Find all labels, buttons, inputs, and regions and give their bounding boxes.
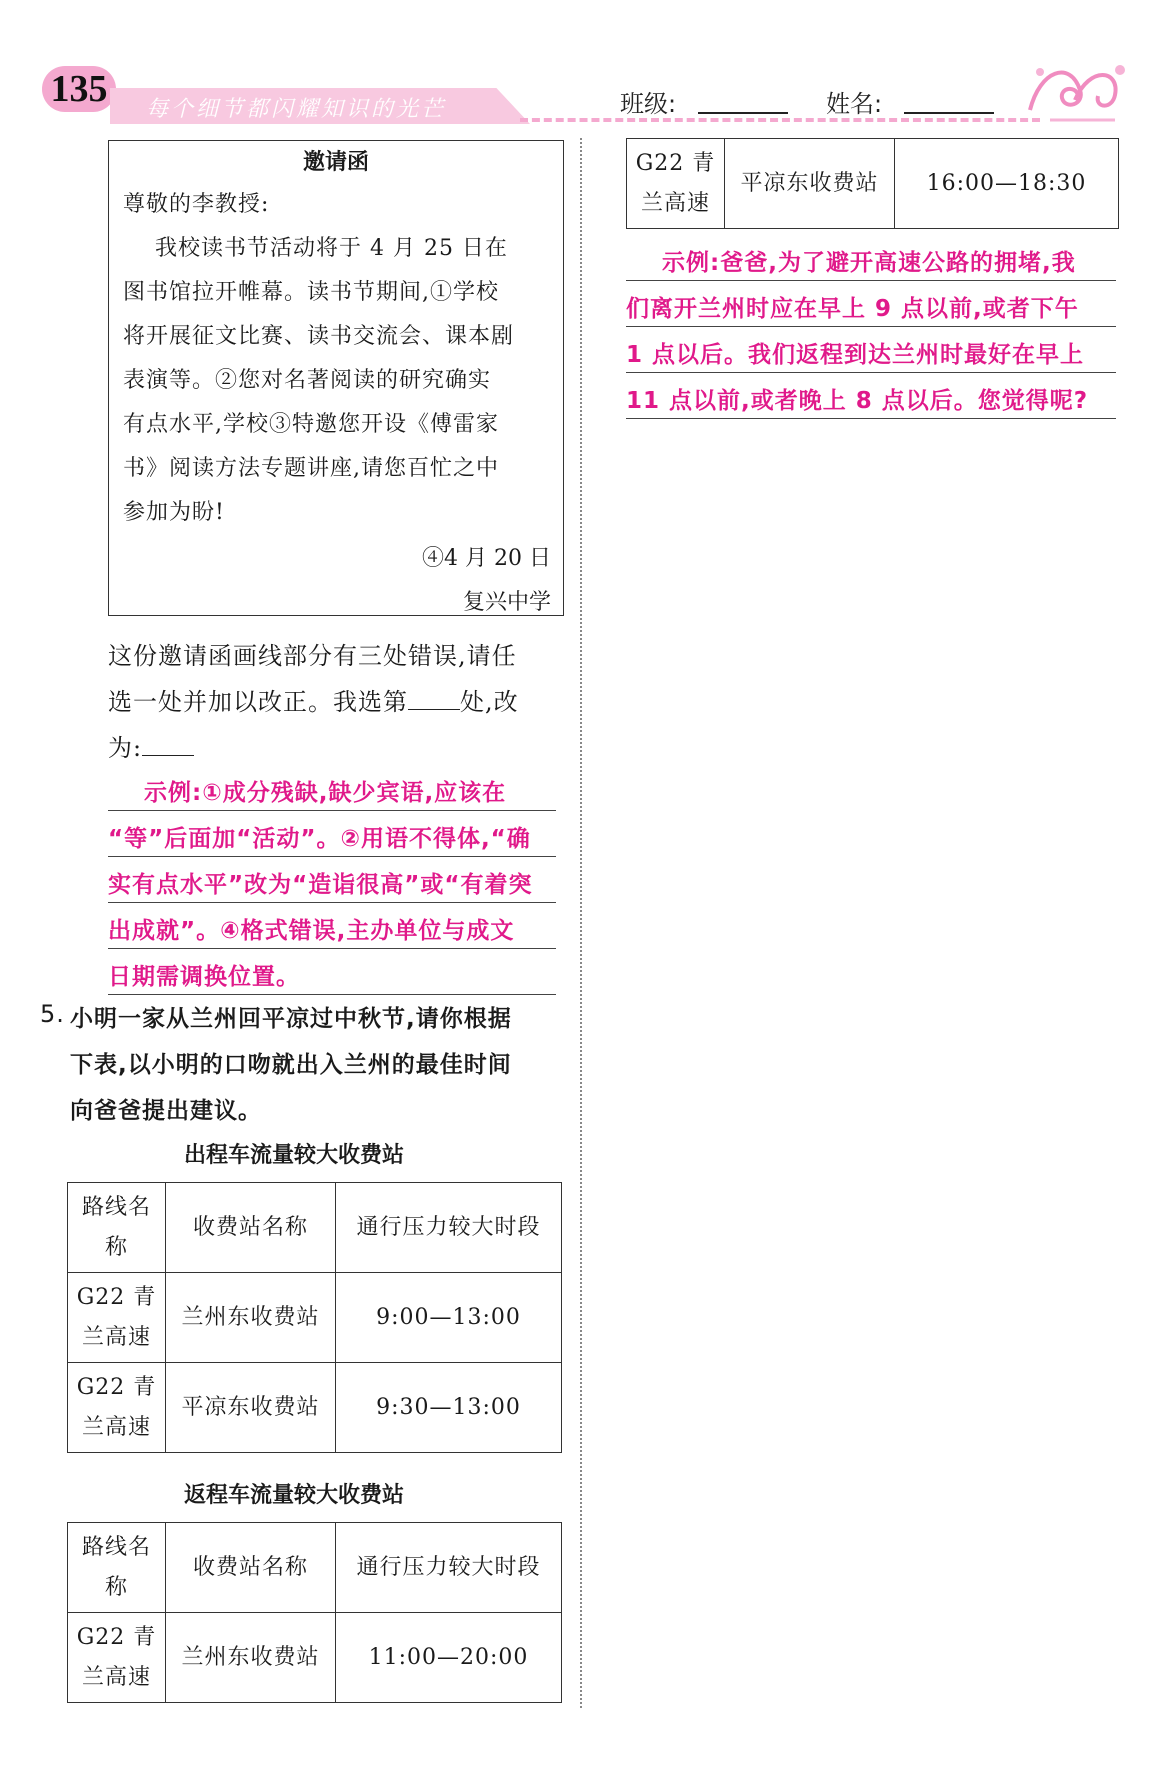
header-cell: 路线名称	[68, 1183, 166, 1273]
slogan: 每个细节都闪耀知识的光芒	[146, 97, 447, 122]
invitation-line: 书》阅读方法专题讲座,请您百忙之中	[123, 456, 499, 481]
header-cell: 通行压力较大时段	[336, 1183, 562, 1273]
question4-text: 选一处并加以改正。我选第	[108, 688, 408, 716]
table-row	[68, 1613, 562, 1703]
page-number: 135	[42, 66, 116, 112]
return-table-continued	[626, 138, 1119, 229]
answer-line: “等”后面加“活动”。②用语不得体,“确	[108, 820, 556, 857]
answer-line: 实有点水平”改为“造诣很高”或“有着突	[108, 866, 556, 903]
table2-caption: 返程车流量较大收费站	[184, 1483, 405, 1508]
table-cell: 兰州东收费站	[166, 1273, 336, 1363]
return-table	[67, 1522, 562, 1703]
table-row	[68, 1363, 562, 1453]
invitation-line: 我校读书节活动将于 4 月 25 日在	[123, 236, 508, 261]
outbound-table	[67, 1182, 562, 1453]
question4-line: 这份邀请函画线部分有三处错误,请任	[108, 642, 517, 670]
name-label: 姓名:	[826, 90, 883, 118]
invitation-line: 尊敬的李教授:	[123, 192, 270, 217]
invitation-title: 邀请函	[302, 150, 369, 175]
invitation-line: 有点水平,学校③特邀您开设《傅雷家	[123, 412, 499, 437]
answer-line: 示例:①成分残缺,缺少宾语,应该在	[108, 774, 556, 811]
question5-number: 5.	[40, 1000, 65, 1028]
answer-line: 们离开兰州时应在早上 9 点以前,或者下午	[626, 290, 1116, 327]
flourish-ornament-icon	[1020, 50, 1130, 130]
table-cell: 兰州东收费站	[166, 1613, 336, 1703]
table-header-row	[68, 1183, 562, 1273]
header-cell: 通行压力较大时段	[336, 1523, 562, 1613]
question4-line	[108, 682, 519, 717]
table1-caption: 出程车流量较大收费站	[184, 1143, 405, 1168]
invitation-line: 将开展征文比赛、读书交流会、课本剧	[123, 324, 515, 349]
invitation-line: 图书馆拉开帷幕。读书节期间,①学校	[123, 280, 499, 305]
table-cell: G22 青兰高速	[68, 1613, 166, 1703]
header-cell: 收费站名称	[166, 1183, 336, 1273]
answer-line: 示例:爸爸,为了避开高速公路的拥堵,我	[626, 244, 1116, 281]
question5-line: 下表,以小明的口吻就出入兰州的最佳时间	[70, 1052, 512, 1078]
invitation-sender: 复兴中学	[462, 590, 551, 615]
table-cell: 9:00—13:00	[336, 1273, 562, 1363]
table-cell: G22 青兰高速	[627, 139, 725, 229]
table-cell: 11:00—20:00	[336, 1613, 562, 1703]
answer-blank	[408, 709, 460, 710]
answer-blank	[142, 755, 194, 756]
column-divider	[580, 138, 582, 1708]
class-label: 班级:	[620, 90, 677, 118]
answer-line: 1 点以后。我们返程到达兰州时最好在早上	[626, 336, 1116, 373]
answer-line: 11 点以前,或者晚上 8 点以后。您觉得呢?	[626, 382, 1116, 419]
answer-line: 出成就”。④格式错误,主办单位与成文	[108, 912, 556, 949]
question4-text: 处,改	[460, 688, 519, 716]
header-divider	[520, 118, 1040, 122]
question4-line	[108, 728, 194, 763]
invitation-box	[108, 140, 564, 616]
table-cell: G22 青兰高速	[68, 1363, 166, 1453]
question5-line: 小明一家从兰州回平凉过中秋节,请你根据	[70, 1006, 512, 1032]
table-cell: 平凉东收费站	[166, 1363, 336, 1453]
table-cell: 16:00—18:30	[895, 139, 1119, 229]
table-cell: G22 青兰高速	[68, 1273, 166, 1363]
class-blank	[698, 112, 788, 114]
invitation-line: 表演等。②您对名著阅读的研究确实	[123, 368, 492, 393]
answer-line: 日期需调换位置。	[108, 958, 556, 995]
table-header-row	[68, 1523, 562, 1613]
name-blank	[904, 112, 994, 114]
question5-line: 向爸爸提出建议。	[70, 1098, 262, 1124]
table-cell: 平凉东收费站	[725, 139, 895, 229]
table-row	[627, 139, 1119, 229]
invitation-date: ④4 月 20 日	[422, 546, 551, 571]
question4-text: 为:	[108, 734, 143, 762]
invitation-line: 参加为盼!	[123, 500, 225, 525]
header-cell: 路线名称	[68, 1523, 166, 1613]
table-cell: 9:30—13:00	[336, 1363, 562, 1453]
header-cell: 收费站名称	[166, 1523, 336, 1613]
table-row	[68, 1273, 562, 1363]
